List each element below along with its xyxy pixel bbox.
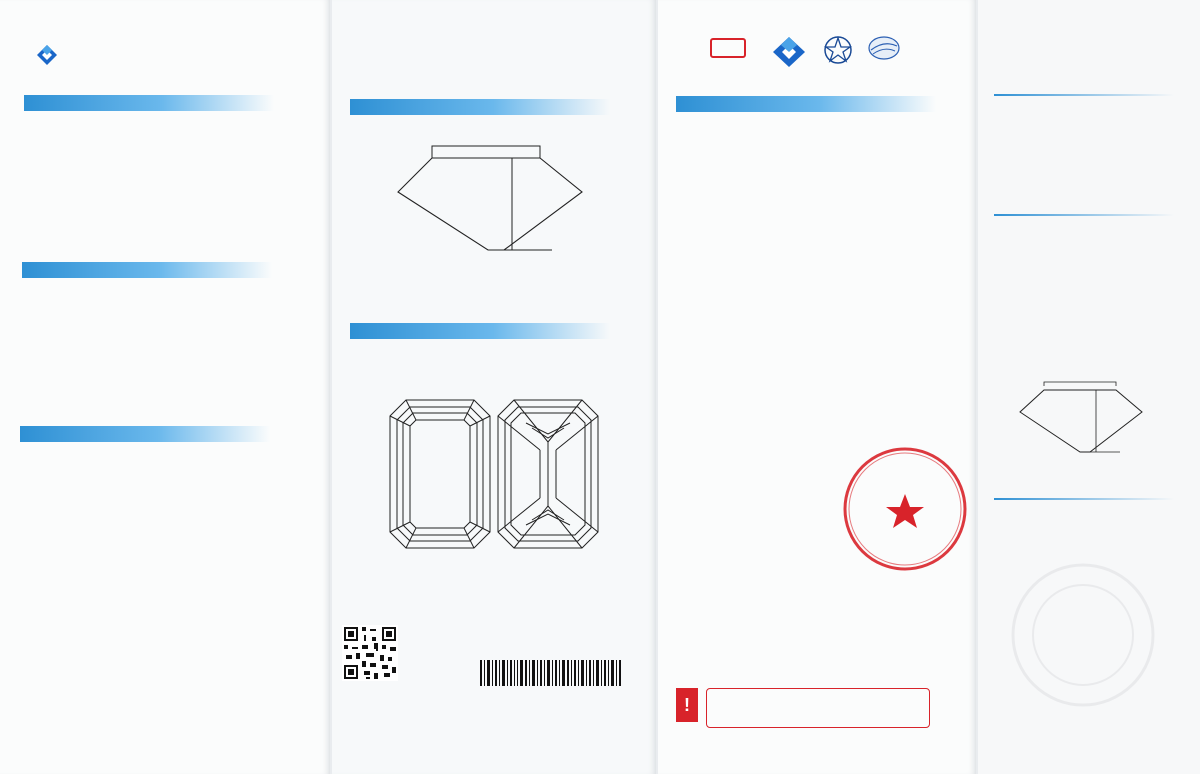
certificate-panel-scales (658, 0, 976, 774)
section-additional-header (20, 426, 270, 442)
qr-code[interactable] (342, 625, 398, 681)
certificate-disclaimer (706, 688, 930, 728)
barcode (480, 660, 622, 686)
section-grading-results-header (22, 262, 272, 278)
clarity-plot-crown (388, 398, 492, 550)
summary-divider-bottom (994, 498, 1174, 500)
proportion-diagram (392, 136, 592, 260)
ngic-logo-icon (30, 44, 64, 68)
cma-logo-icon (710, 38, 746, 58)
certificate-panel-left (0, 0, 330, 774)
official-seal-stamp (840, 444, 970, 574)
lab-diamond-logo-icon (772, 36, 806, 68)
watermark-emblem (1008, 560, 1158, 710)
warning-icon: ! (676, 688, 698, 722)
section-clarity-header (350, 323, 610, 339)
summary-divider-top (994, 94, 1174, 96)
section-proportions-header (350, 99, 610, 115)
cnas-star-logo-icon (822, 34, 854, 66)
summary-proportion-diagram (1016, 374, 1146, 456)
ilac-logo-icon (868, 36, 900, 60)
section-conclusion-header (24, 95, 274, 111)
summary-divider-mid (994, 214, 1174, 216)
certificate-panel-summary (978, 0, 1200, 774)
section-grading-scales-header (676, 96, 936, 112)
certificate-panel-diagrams (332, 0, 656, 774)
clarity-plot-pavilion (496, 398, 600, 550)
